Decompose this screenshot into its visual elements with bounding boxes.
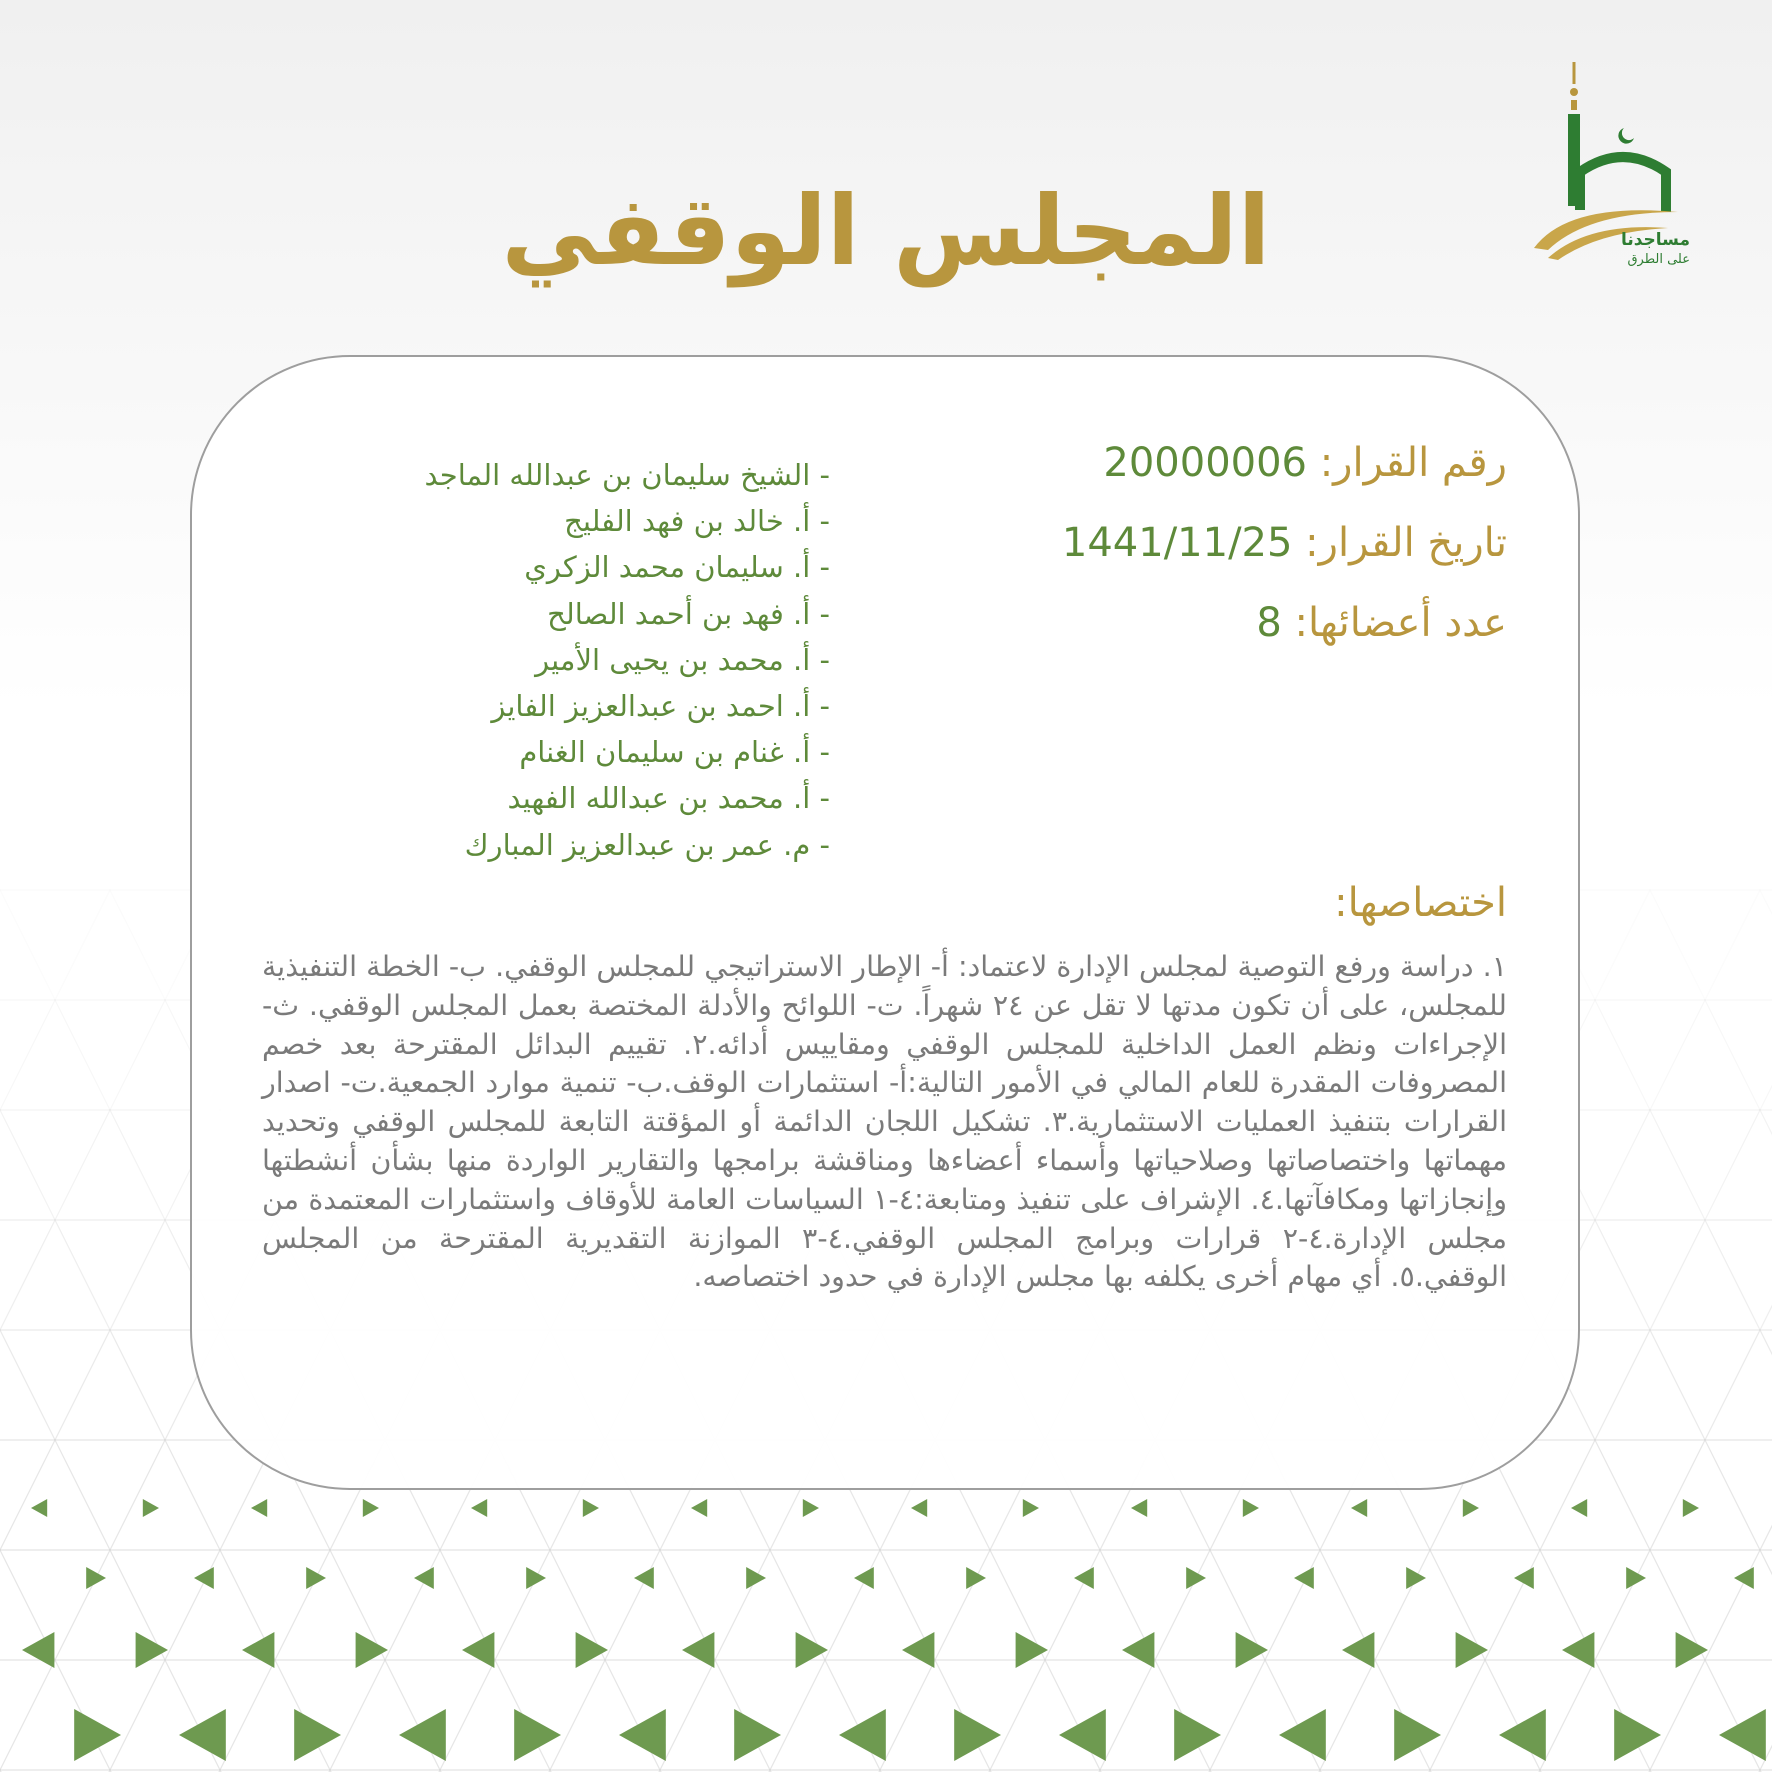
pattern-triangle <box>634 1567 654 1589</box>
pattern-cell <box>1540 1550 1650 1660</box>
pattern-cell <box>110 1550 220 1660</box>
pattern-cell <box>1155 1660 1265 1770</box>
pattern-triangle <box>1683 1499 1699 1517</box>
member-item: - أ. محمد بن عبدالله الفهيد <box>507 781 830 816</box>
pattern-triangle <box>911 1499 927 1517</box>
pattern-cell <box>770 1550 880 1660</box>
pattern-cell <box>935 1660 1045 1770</box>
pattern-triangle <box>1174 1709 1221 1761</box>
pattern-cell <box>550 1550 660 1660</box>
pattern-triangle <box>966 1567 986 1589</box>
member-item: - أ. فهد بن أحمد الصالح <box>547 596 830 631</box>
decision-date-row <box>1062 520 1507 566</box>
pattern-triangle <box>1394 1709 1441 1761</box>
pattern-triangle <box>746 1567 766 1589</box>
pattern-triangle <box>1571 1499 1587 1517</box>
pattern-cell <box>1595 1660 1705 1770</box>
member-item: - أ. سليمان محمد الزكري <box>524 550 830 585</box>
pattern-triangle <box>462 1632 494 1668</box>
decision-date-value: 1441/11/25 <box>1061 520 1293 566</box>
decision-date-label: تاريخ القرار: <box>1305 520 1507 566</box>
pattern-cell <box>0 890 110 1000</box>
member-count-value: 8 <box>1256 600 1282 646</box>
pattern-cell <box>1430 1550 1540 1660</box>
pattern-triangle <box>86 1567 106 1589</box>
pattern-cell <box>0 1330 110 1440</box>
member-count-row <box>1062 600 1507 646</box>
member-item: - الشيخ سليمان بن عبدالله الماجد <box>424 458 830 492</box>
pattern-triangle <box>471 1499 487 1517</box>
logo-tagline: على الطرق <box>1627 252 1690 267</box>
pattern-cell <box>55 1440 165 1550</box>
pattern-triangle <box>31 1499 47 1517</box>
pattern-cell <box>220 1550 330 1660</box>
members-list <box>425 452 830 868</box>
pattern-cell <box>1760 1550 1772 1660</box>
pattern-cell <box>1650 1550 1760 1660</box>
pattern-triangle <box>414 1567 434 1589</box>
decision-number-label: رقم القرار: <box>1319 440 1507 486</box>
member-item: - م. عمر بن عبدالعزيز المبارك <box>464 827 830 862</box>
pattern-cell <box>660 1550 770 1660</box>
pattern-cell <box>1650 890 1760 1000</box>
decision-number-row <box>1062 440 1507 486</box>
member-item: - أ. احمد بن عبدالعزيز الفايز <box>491 689 830 724</box>
pattern-triangle <box>1562 1632 1594 1668</box>
pattern-triangle <box>1734 1567 1754 1589</box>
pattern-cell <box>1705 1220 1772 1330</box>
pattern-triangle <box>1023 1499 1039 1517</box>
pattern-triangle <box>242 1632 274 1668</box>
pattern-triangle <box>1186 1567 1206 1589</box>
page-title: المجلس الوقفي <box>501 175 1271 287</box>
pattern-triangle <box>1626 1567 1646 1589</box>
pattern-cell <box>1760 1110 1772 1220</box>
pattern-triangle <box>954 1709 1001 1761</box>
pattern-triangle <box>251 1499 267 1517</box>
pattern-cell <box>55 1220 165 1330</box>
pattern-cell <box>1705 1440 1772 1550</box>
decision-info <box>1062 440 1507 680</box>
pattern-triangle <box>306 1567 326 1589</box>
pattern-cell <box>495 1660 605 1770</box>
pattern-cell <box>0 1440 55 1550</box>
member-item: - أ. غنام بن سليمان الغنام <box>519 735 830 770</box>
pattern-triangle <box>682 1632 714 1668</box>
pattern-triangle <box>803 1499 819 1517</box>
pattern-cell <box>1595 1220 1705 1330</box>
pattern-triangle <box>179 1709 226 1761</box>
pattern-cell <box>1595 1440 1705 1550</box>
pattern-triangle <box>399 1709 446 1761</box>
pattern-triangle <box>1074 1567 1094 1589</box>
pattern-triangle <box>1514 1567 1534 1589</box>
pattern-triangle <box>1279 1709 1326 1761</box>
pattern-cell <box>1760 890 1772 1000</box>
pattern-triangle <box>1059 1709 1106 1761</box>
pattern-triangle <box>1719 1709 1766 1761</box>
pattern-cell <box>275 1660 385 1770</box>
member-item: - أ. خالد بن فهد الفليج <box>564 504 830 539</box>
pattern-triangle <box>143 1499 159 1517</box>
pattern-triangle <box>1342 1632 1374 1668</box>
pattern-cell <box>0 1000 55 1110</box>
pattern-triangle <box>1294 1567 1314 1589</box>
logo-name: مساجدنا <box>1620 230 1690 250</box>
pattern-cell <box>1320 1550 1430 1660</box>
pattern-cell <box>0 1220 55 1330</box>
pattern-triangle <box>839 1709 886 1761</box>
pattern-cell <box>55 1000 165 1110</box>
member-count-label: عدد أعضائها: <box>1294 600 1507 646</box>
decision-number-value: 20000006 <box>1103 440 1307 486</box>
pattern-cell <box>1650 1330 1760 1440</box>
pattern-triangle <box>514 1709 561 1761</box>
pattern-cell <box>1595 1000 1705 1110</box>
pattern-triangle <box>691 1499 707 1517</box>
pattern-triangle <box>1406 1567 1426 1589</box>
pattern-triangle <box>734 1709 781 1761</box>
member-item: - أ. محمد بن يحيى الأمير <box>535 642 830 677</box>
pattern-triangle <box>1614 1709 1661 1761</box>
pattern-triangle <box>526 1567 546 1589</box>
pattern-triangle <box>1243 1499 1259 1517</box>
pattern-triangle <box>619 1709 666 1761</box>
pattern-cell <box>1210 1550 1320 1660</box>
pattern-triangle <box>22 1632 54 1668</box>
pattern-cell <box>1100 1550 1210 1660</box>
pattern-cell <box>0 1110 110 1220</box>
pattern-triangle <box>1131 1499 1147 1517</box>
pattern-cell <box>880 1550 990 1660</box>
pattern-cell <box>1705 1000 1772 1110</box>
pattern-cell <box>0 1660 55 1770</box>
pattern-cell <box>990 1550 1100 1660</box>
pattern-triangle <box>1463 1499 1479 1517</box>
pattern-triangle <box>902 1632 934 1668</box>
pattern-cell <box>55 1660 165 1770</box>
pattern-cell <box>1375 1660 1485 1770</box>
pattern-triangle <box>583 1499 599 1517</box>
pattern-cell <box>1650 1110 1760 1220</box>
pattern-cell <box>330 1550 440 1660</box>
pattern-cell <box>0 1550 110 1660</box>
responsibilities-text: ١. دراسة ورفع التوصية لمجلس الإدارة لاعتماد: أ- الإطار الاستراتيجي للمجلس الوقفي. ب- الخطة التنفيذية للمجلس، على أن تكون مدتها لا تقل عن ٢٤ شهراً. ت- اللوائح والأدلة المختصة بعمل المجلس الوقفي. ث- الإجراءات ونظم العمل الداخلية للمجلس الوقفي ومقاييس أدائه.٢. تقييم البدائل المقترحة بعد خصم المصروفات المقدرة للعام المالي في الأمور التالية:أ- استثمارات الوقف.ب- تنمية موارد الجمعية.ت- اصدار القرارات بتنفيذ العمليات الاستثمارية.٣. تشكيل اللجان الدائمة أو المؤقتة التابعة للمجلس الوقفي وتحديد مهماتها واختصاصاتها وصلاحياتها وأسماء أعضاءها ومناقشة برامجها والتقارير الواردة منها بشأن أنشطتها وإنجازاتها ومكافآتها.٤. الإشراف على تنفيذ ومتابعة:٤-١ السياسات العامة للأوقاف واستثمارات المعتمدة من مجلس الإدارة.٤-٢ قرارات وبرامج المجلس الوقفي.٤-٣ الموازنة التقديرية المقترحة من المجلس الوقفي.٥. أي مهام أخرى يكلفه بها مجلس الإدارة في حدود اختصاصه. <box>262 950 1507 1294</box>
pattern-cell <box>715 1660 825 1770</box>
pattern-triangle <box>1122 1632 1154 1668</box>
pattern-triangle <box>854 1567 874 1589</box>
pattern-triangle <box>363 1499 379 1517</box>
responsibilities-title: اختصاصها: <box>1334 880 1507 926</box>
pattern-triangle <box>194 1567 214 1589</box>
pattern-cell <box>1760 1330 1772 1440</box>
pattern-triangle <box>74 1709 121 1761</box>
pattern-cell <box>440 1550 550 1660</box>
pattern-triangle <box>1499 1709 1546 1761</box>
pattern-triangle <box>1351 1499 1367 1517</box>
pattern-triangle <box>294 1709 341 1761</box>
